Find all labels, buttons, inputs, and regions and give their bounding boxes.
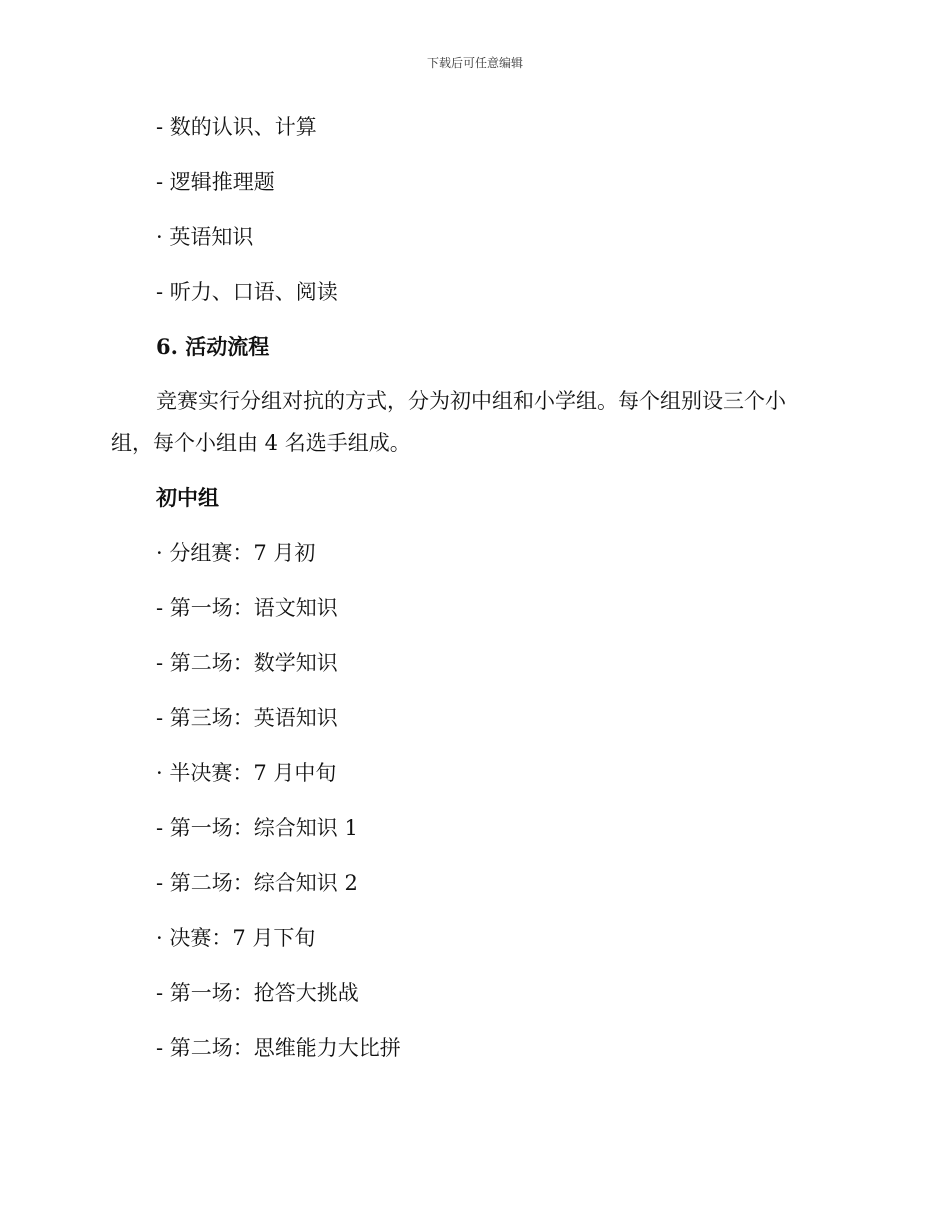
group-heading: 初中组 xyxy=(156,485,219,510)
list-item: · 分组赛：7 月初 xyxy=(156,541,316,565)
list-item: - 第三场：英语知识 xyxy=(156,706,338,730)
list-item: - 逻辑推理题 xyxy=(156,170,275,194)
section-heading: 6. 活动流程 xyxy=(156,334,270,359)
list-item: - 第二场：综合知识 2 xyxy=(156,871,358,895)
list-item: - 第一场：综合知识 1 xyxy=(156,816,358,840)
list-item: - 听力、口语、阅读 xyxy=(156,280,338,304)
page-header: 下载后可任意编辑 xyxy=(426,56,523,70)
list-item: - 数的认识、计算 xyxy=(156,115,317,139)
list-item: - 第一场：语文知识 xyxy=(156,596,338,620)
list-item: - 第二场：数学知识 xyxy=(156,651,338,675)
list-item: - 第二场：思维能力大比拼 xyxy=(156,1036,401,1060)
list-item: - 第一场：抢答大挑战 xyxy=(156,981,359,1005)
list-item: · 英语知识 xyxy=(156,225,254,249)
paragraph: 竞赛实行分组对抗的方式，分为初中组和小学组。每个组别设三个小组，每个小组由 4 名选手组成。 xyxy=(111,389,786,455)
list-item: · 半决赛：7 月中旬 xyxy=(156,761,337,785)
list-item: · 决赛：7 月下旬 xyxy=(156,926,316,950)
